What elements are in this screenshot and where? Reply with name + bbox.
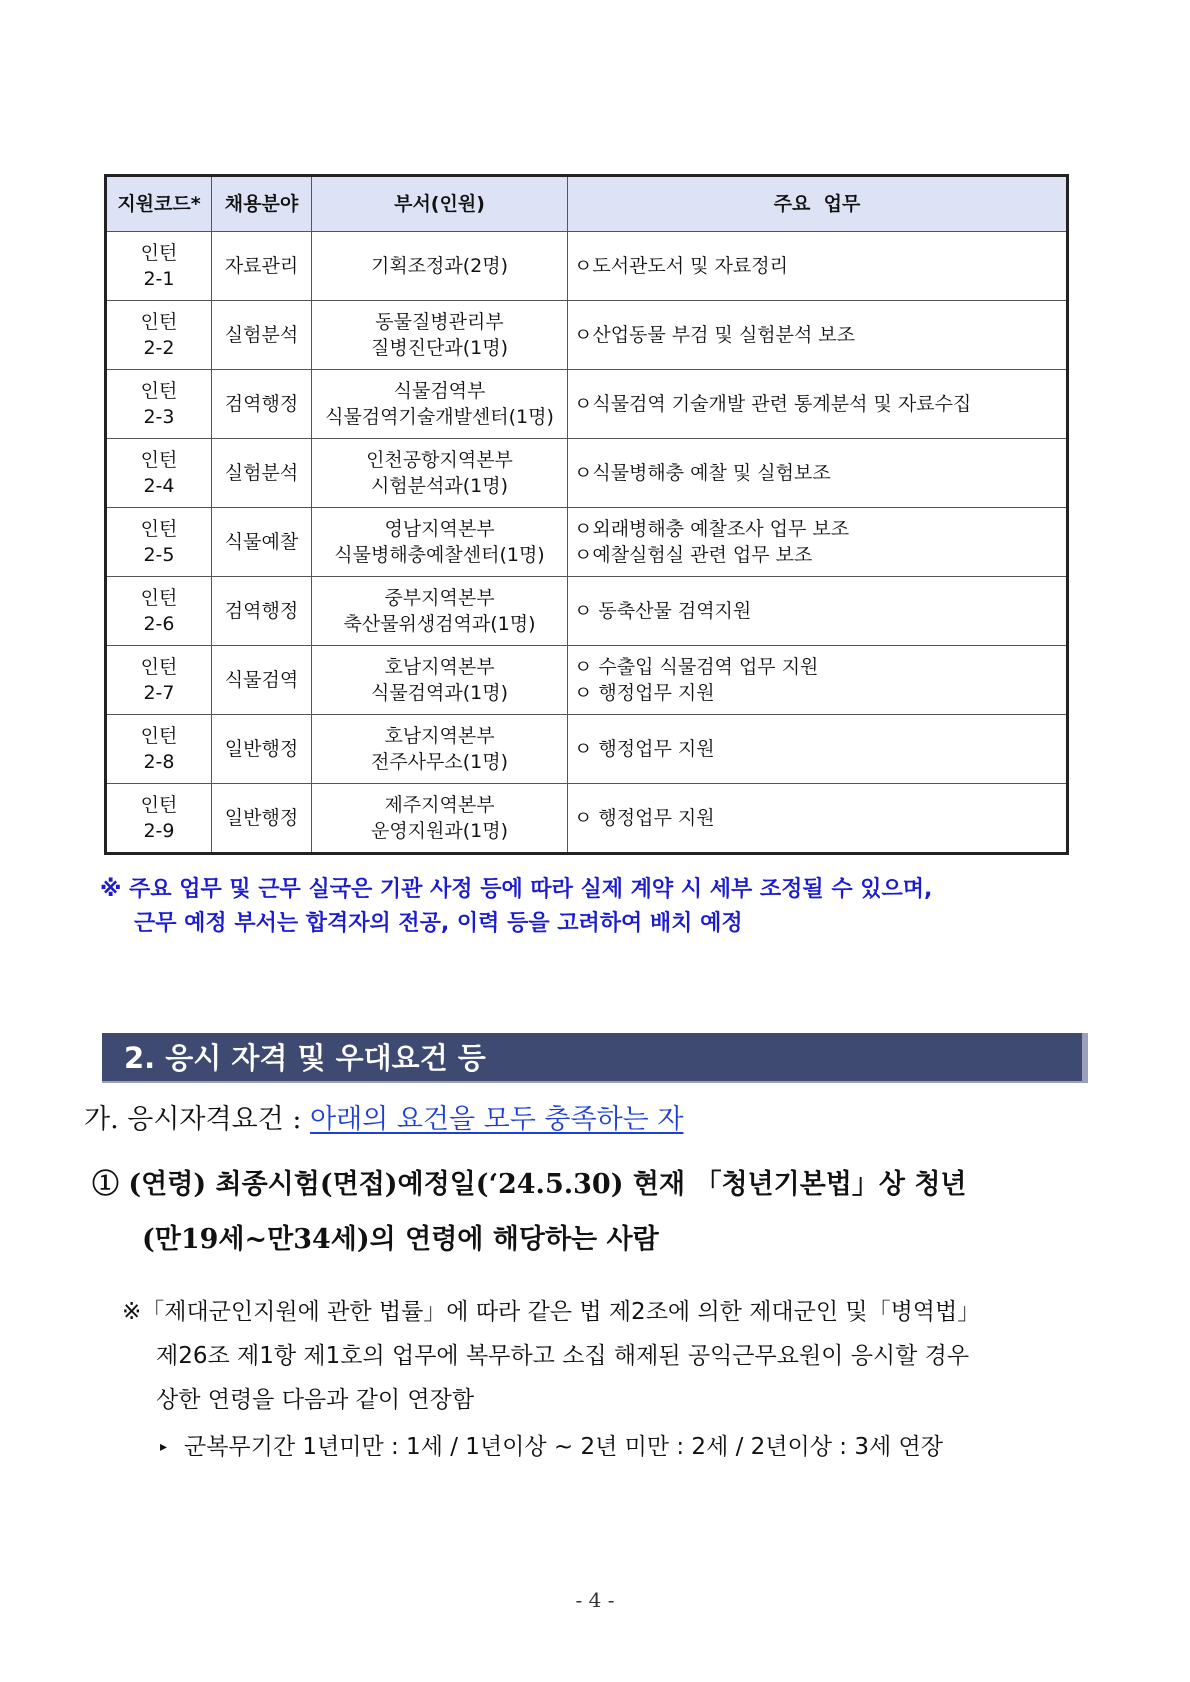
cell-code-line: 인턴 — [140, 242, 178, 264]
cell-duties-line: ㅇ예찰실험실 관련 업무 보조 — [574, 544, 813, 566]
age-extension-bullet — [160, 1428, 943, 1461]
table-row — [106, 577, 1068, 646]
cell-dept-line: 호남지역본부 — [384, 656, 495, 678]
cell-dept-line: 중부지역본부 — [384, 587, 495, 609]
cell-dept — [312, 439, 568, 508]
cell-code-line: 인턴 — [140, 725, 178, 747]
cell-duties-line: ㅇ 동축산물 검역지원 — [574, 600, 752, 622]
table-note-line1: ※ 주요 업무 및 근무 실국은 기관 사정 등에 따라 실제 계약 시 세부 조정될 수 있으며, — [100, 877, 933, 902]
cell-dept-line: 운영지원과(1명) — [370, 820, 509, 842]
table-header-row — [106, 176, 1068, 232]
cell-dept-line: 동물질병관리부 — [375, 311, 504, 333]
cell-code-line: 2-5 — [143, 544, 175, 566]
requirement-item-1-line1: ① (연령) 최종시험(면접)예정일(‘24.5.30) 현재 「청년기본법」상 청년 — [92, 1169, 967, 1200]
header-code: 지원코드* — [106, 176, 212, 232]
cell-duties-line: ㅇ식물병해충 예찰 및 실험보조 — [574, 462, 831, 484]
cell-duties-line: ㅇ외래병해충 예찰조사 업무 보조 — [574, 518, 850, 540]
cell-code — [106, 577, 212, 646]
table-row — [106, 370, 1068, 439]
requirement-item-1-line2: (만19세~만34세)의 연령에 해당하는 사람 — [142, 1224, 659, 1255]
cell-dept-line: 식물검역과(1명) — [370, 682, 509, 704]
cell-field: 일반행정 — [212, 715, 312, 784]
cell-duties — [568, 370, 1068, 439]
cell-code-line: 인턴 — [140, 311, 178, 333]
cell-duties-line: ㅇ 행정업무 지원 — [574, 807, 715, 829]
table-row — [106, 715, 1068, 784]
cell-dept-line: 호남지역본부 — [384, 725, 495, 747]
cell-field: 검역행정 — [212, 370, 312, 439]
cell-duties-line: ㅇ 행정업무 지원 — [574, 682, 715, 704]
cell-code-line: 2-3 — [143, 406, 175, 428]
cell-field: 실험분석 — [212, 301, 312, 370]
cell-code-line: 2-9 — [143, 820, 175, 842]
cell-dept-line: 질병진단과(1명) — [370, 337, 509, 359]
cell-dept-line: 영남지역본부 — [384, 518, 495, 540]
table-body — [106, 232, 1068, 854]
cell-code — [106, 301, 212, 370]
cell-code — [106, 370, 212, 439]
cell-duties-line: ㅇ식물검역 기술개발 관련 통계분석 및 자료수집 — [574, 393, 972, 415]
cell-duties — [568, 301, 1068, 370]
cell-code-line: 2-1 — [143, 268, 175, 290]
cell-code — [106, 715, 212, 784]
cell-code-line: 인턴 — [140, 656, 178, 678]
header-duties: 주요 업무 — [568, 176, 1068, 232]
cell-code-line: 2-8 — [143, 751, 175, 773]
veteran-note-line1: ※「제대군인지원에 관한 법률」에 따라 같은 법 제2조에 의한 제대군인 및「병역법」 — [122, 1299, 981, 1325]
cell-code — [106, 784, 212, 854]
cell-dept-line: 축산물위생검역과(1명) — [343, 613, 536, 635]
cell-code-line: 2-6 — [143, 613, 175, 635]
cell-duties — [568, 577, 1068, 646]
cell-dept-line: 식물검역부 — [393, 380, 486, 402]
veteran-note-line2: 제26조 제1항 제1호의 업무에 복무하고 소집 해제된 공익근무요원이 응시할 경우 — [156, 1343, 970, 1369]
cell-dept-line: 기획조정과(2명) — [370, 255, 509, 277]
cell-code-line: 2-2 — [143, 337, 175, 359]
cell-field: 일반행정 — [212, 784, 312, 854]
age-extension-text: 군복무기간 1년미만 : 1세 / 1년이상 ~ 2년 미만 : 2세 / 2년이상 : 3세 연장 — [184, 1434, 943, 1460]
header-field: 채용분야 — [212, 176, 312, 232]
cell-dept-line: 식물병해충예찰센터(1명) — [334, 544, 545, 566]
cell-duties — [568, 508, 1068, 577]
table-row — [106, 646, 1068, 715]
requirement-item-1 — [92, 1157, 1062, 1267]
cell-code-line: 인턴 — [140, 518, 178, 540]
cell-code — [106, 646, 212, 715]
cell-code — [106, 508, 212, 577]
cell-field: 검역행정 — [212, 577, 312, 646]
cell-field: 식물예찰 — [212, 508, 312, 577]
page-number: - 4 - — [575, 1588, 615, 1612]
section-heading: 2. 응시 자격 및 우대요건 등 — [102, 1033, 1088, 1083]
cell-dept — [312, 577, 568, 646]
table-row — [106, 508, 1068, 577]
cell-dept-line: 전주사무소(1명) — [370, 751, 509, 773]
cell-code-line: 2-4 — [143, 475, 175, 497]
subsection-emphasis: 아래의 요건을 모두 충족하는 자 — [310, 1104, 684, 1135]
cell-duties — [568, 715, 1068, 784]
cell-duties-line: ㅇ 수출입 식물검역 업무 지원 — [574, 656, 819, 678]
veteran-note — [122, 1290, 1072, 1422]
cell-field: 식물검역 — [212, 646, 312, 715]
cell-field: 실험분석 — [212, 439, 312, 508]
cell-dept-line: 식물검역기술개발센터(1명) — [325, 406, 554, 428]
table-note — [100, 873, 1080, 941]
job-table — [104, 174, 1069, 855]
cell-duties-line: ㅇ 행정업무 지원 — [574, 738, 715, 760]
cell-duties — [568, 439, 1068, 508]
subsection-heading — [84, 1097, 683, 1136]
cell-dept — [312, 508, 568, 577]
cell-duties — [568, 232, 1068, 301]
table-row — [106, 784, 1068, 854]
cell-dept-line: 제주지역본부 — [384, 794, 495, 816]
cell-code-line: 인턴 — [140, 449, 178, 471]
cell-dept — [312, 715, 568, 784]
table-row — [106, 439, 1068, 508]
cell-field: 자료관리 — [212, 232, 312, 301]
cell-code-line: 인턴 — [140, 380, 178, 402]
cell-dept — [312, 301, 568, 370]
table-row — [106, 301, 1068, 370]
table-note-line2: 근무 예정 부서는 합격자의 전공, 이력 등을 고려하여 배치 예정 — [134, 911, 743, 936]
header-dept: 부서(인원) — [312, 176, 568, 232]
cell-code — [106, 232, 212, 301]
subsection-prefix: 가. 응시자격요건 : — [84, 1104, 311, 1135]
cell-duties-line: ㅇ산업동물 부검 및 실험분석 보조 — [574, 324, 856, 346]
cell-duties-line: ㅇ도서관도서 및 자료정리 — [574, 255, 788, 277]
table-row — [106, 232, 1068, 301]
veteran-note-line3: 상한 연령을 다음과 같이 연장함 — [156, 1387, 475, 1413]
triangle-bullet-icon: ▸ — [160, 1439, 168, 1455]
cell-code-line: 인턴 — [140, 794, 178, 816]
cell-dept — [312, 646, 568, 715]
cell-dept — [312, 232, 568, 301]
cell-code-line: 2-7 — [143, 682, 175, 704]
cell-dept — [312, 370, 568, 439]
cell-dept-line: 인천공항지역본부 — [366, 449, 513, 471]
cell-code — [106, 439, 212, 508]
cell-code-line: 인턴 — [140, 587, 178, 609]
cell-duties — [568, 784, 1068, 854]
cell-dept-line: 시험분석과(1명) — [370, 475, 509, 497]
cell-duties — [568, 646, 1068, 715]
cell-dept — [312, 784, 568, 854]
